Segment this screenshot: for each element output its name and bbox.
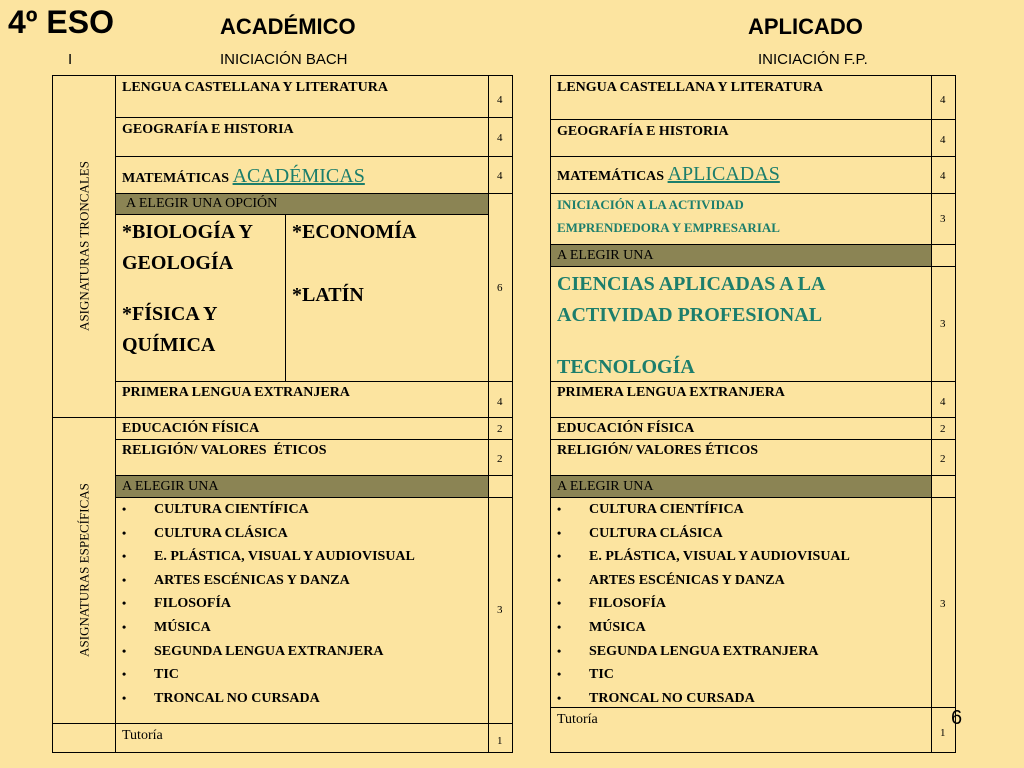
subject-religion-cell [550,439,932,476]
hours-cell [488,417,513,440]
page-title: 4º ESO [8,4,114,40]
hours-value: 3 [940,213,946,225]
tutoria-label: Tutoría [557,712,598,727]
list-item: • FILOSOFÍA [551,592,850,616]
tutoria-side-cell [52,723,116,753]
hours-cell [488,117,513,157]
subject-lengua-cell [115,75,489,118]
bullet-icon: • [557,549,562,564]
hours-value: 2 [940,423,946,435]
subject-lengua: LENGUA CASTELLANA Y LITERATURA [557,80,823,95]
troncales-side-label: ASIGNATURAS TRONCALES [76,161,92,331]
hours-cell [931,193,956,245]
optativas-cell [550,497,932,708]
choose-one-label: A ELEGIR UNA [122,479,219,494]
subject-religion-cell [115,439,489,476]
hours-value: 6 [497,282,503,294]
hours-value: 4 [940,94,946,106]
hours-cell [488,156,513,194]
subject-ed-fisica-cell [115,417,489,440]
bullet-icon: • [122,549,127,564]
subject-lengua: LENGUA CASTELLANA Y LITERATURA [122,80,388,95]
matematicas-suffix: APLICADAS [667,163,780,185]
hours-value: 2 [497,453,503,465]
matematicas-prefix: MATEMÁTICAS [122,171,230,186]
hours-cell [931,475,956,498]
left-heading: ACADÉMICO [220,14,356,39]
list-item: • CULTURA CIENTÍFICA [551,498,850,522]
hours-value: 4 [497,132,503,144]
bullet-icon: • [122,619,127,634]
option-ciencias: CIENCIAS APLICADAS A LA ACTIVIDAD PROFESIONAL [557,273,825,326]
hours-cell [488,75,513,118]
subject-matematicas-cell [550,156,932,194]
hours-value: 3 [940,598,946,610]
subject-iniciacion-line1: INICIACIÓN A LA ACTIVIDAD [557,197,744,212]
choose-one-header [550,475,932,498]
subject-iniciacion-line2: EMPRENDEDORA Y EMPRESARIAL [557,220,780,235]
subject-geografia-cell [550,119,932,157]
subject-matematicas [557,163,780,186]
option-latin: *LATÍN [292,284,364,306]
bullet-icon: • [557,596,562,611]
subject-geografia: GEOGRAFÍA E HISTORIA [122,122,294,137]
hours-value: 4 [497,170,503,182]
subject-religion: RELIGIÓN/ VALORES ÉTICOS [557,443,758,458]
subject-matematicas-cell [115,156,489,194]
right-heading: APLICADO [748,14,863,39]
right-subheading: INICIACIÓN F.P. [758,51,868,68]
subject-primera-lengua-cell [115,381,489,418]
option-ciencias-cell [550,266,932,382]
choose-one-label: A ELEGIR UNA [557,248,654,263]
hours-cell [488,475,513,498]
subject-primera-lengua: PRIMERA LENGUA EXTRANJERA [122,385,350,400]
hours-cell [931,244,956,267]
hours-cell [931,417,956,440]
optativas-cell [115,497,489,724]
choose-option-header [115,193,489,215]
bullet-icon: • [122,596,127,611]
matematicas-suffix: ACADÉMICAS [232,165,365,187]
hours-cell [488,381,513,418]
option-col-right [285,214,489,382]
list-item: • TRONCAL NO CURSADA [551,687,850,711]
hours-value: 4 [497,396,503,408]
subject-iniciacion-cell [550,193,932,245]
subject-geografia: GEOGRAFÍA E HISTORIA [557,124,729,139]
choose-one-header [115,475,489,498]
bullet-icon: • [557,572,562,587]
bullet-icon: • [122,502,127,516]
hours-value: 3 [497,604,503,616]
hours-cell [931,266,956,382]
hours-cell [931,707,956,753]
bullet-icon: • [122,572,127,587]
subject-ed-fisica: EDUCACIÓN FÍSICA [557,421,695,436]
list-item: • CULTURA CIENTÍFICA [116,498,415,522]
hours-value: 1 [940,727,946,739]
list-item: • CULTURA CLÁSICA [116,522,415,546]
hours-cell [931,497,956,708]
option-economia: *ECONOMÍA [292,221,417,243]
hours-cell [931,156,956,194]
choose-option-label: A ELEGIR UNA OPCIÓN [126,196,278,211]
bullet-icon: • [557,667,562,682]
left-marker: I [68,51,73,68]
tutoria-cell [550,707,932,753]
option-tecnologia: TECNOLOGÍA [557,356,695,378]
hours-value: 4 [940,134,946,146]
bullet-icon: • [557,525,562,540]
bullet-icon: • [557,690,562,705]
especificas-side-label: ASIGNATURAS ESPECÍFICAS [76,483,92,657]
subject-ed-fisica: EDUCACIÓN FÍSICA [122,421,260,436]
subject-geografia-cell [115,117,489,157]
especificas-side-cell [52,417,116,724]
option-biologia: *BIOLOGÍA Y GEOLOGÍA [122,221,253,274]
bullet-icon: • [557,619,562,634]
hours-value: 1 [497,735,503,747]
list-item: • SEGUNDA LENGUA EXTRANJERA [551,640,850,664]
optativas-list [551,498,850,710]
subject-ed-fisica-cell [550,417,932,440]
tutoria-label: Tutoría [122,728,163,743]
hours-cell [488,193,513,382]
bullet-icon: • [557,502,562,516]
bullet-icon: • [122,667,127,682]
hours-cell [488,497,513,724]
hours-value: 3 [940,318,946,330]
subject-religion: RELIGIÓN/ VALORES ÉTICOS [122,443,327,458]
hours-cell [931,75,956,120]
list-item: • E. PLÁSTICA, VISUAL Y AUDIOVISUAL [551,545,850,569]
choose-one-label: A ELEGIR UNA [557,479,654,494]
subject-lengua-cell [550,75,932,120]
hours-value: 2 [497,423,503,435]
list-item: • CULTURA CLÁSICA [551,522,850,546]
subject-matematicas [122,165,365,188]
choose-one-header [550,244,932,267]
list-item: • MÚSICA [551,616,850,640]
subject-primera-lengua-cell [550,381,932,418]
optativas-list [116,498,415,710]
hours-cell [488,439,513,476]
hours-cell [931,119,956,157]
list-item: • ARTES ESCÉNICAS Y DANZA [116,569,415,593]
hours-value: 4 [940,170,946,182]
list-item: • MÚSICA [116,616,415,640]
hours-cell [931,381,956,418]
hours-cell [488,723,513,753]
page-number: 6 [951,707,963,729]
list-item: • E. PLÁSTICA, VISUAL Y AUDIOVISUAL [116,545,415,569]
troncales-side-cell [52,75,116,418]
hours-cell [931,439,956,476]
list-item: • TIC [116,663,415,687]
matematicas-prefix: MATEMÁTICAS [557,169,665,184]
list-item: • FILOSOFÍA [116,592,415,616]
list-item: • TRONCAL NO CURSADA [116,687,415,711]
list-item: • ARTES ESCÉNICAS Y DANZA [551,569,850,593]
subject-primera-lengua: PRIMERA LENGUA EXTRANJERA [557,385,785,400]
bullet-icon: • [557,643,562,658]
option-fisica: *FÍSICA Y QUÍMICA [122,303,217,356]
bullet-icon: • [122,690,127,705]
bullet-icon: • [122,525,127,540]
option-col-left [115,214,286,382]
list-item: • TIC [551,663,850,687]
left-subheading: INICIACIÓN BACH [220,51,348,68]
bullet-icon: • [122,643,127,658]
tutoria-cell [115,723,489,753]
list-item: • SEGUNDA LENGUA EXTRANJERA [116,640,415,664]
hours-value: 2 [940,453,946,465]
hours-value: 4 [940,396,946,408]
hours-value: 4 [497,94,503,106]
